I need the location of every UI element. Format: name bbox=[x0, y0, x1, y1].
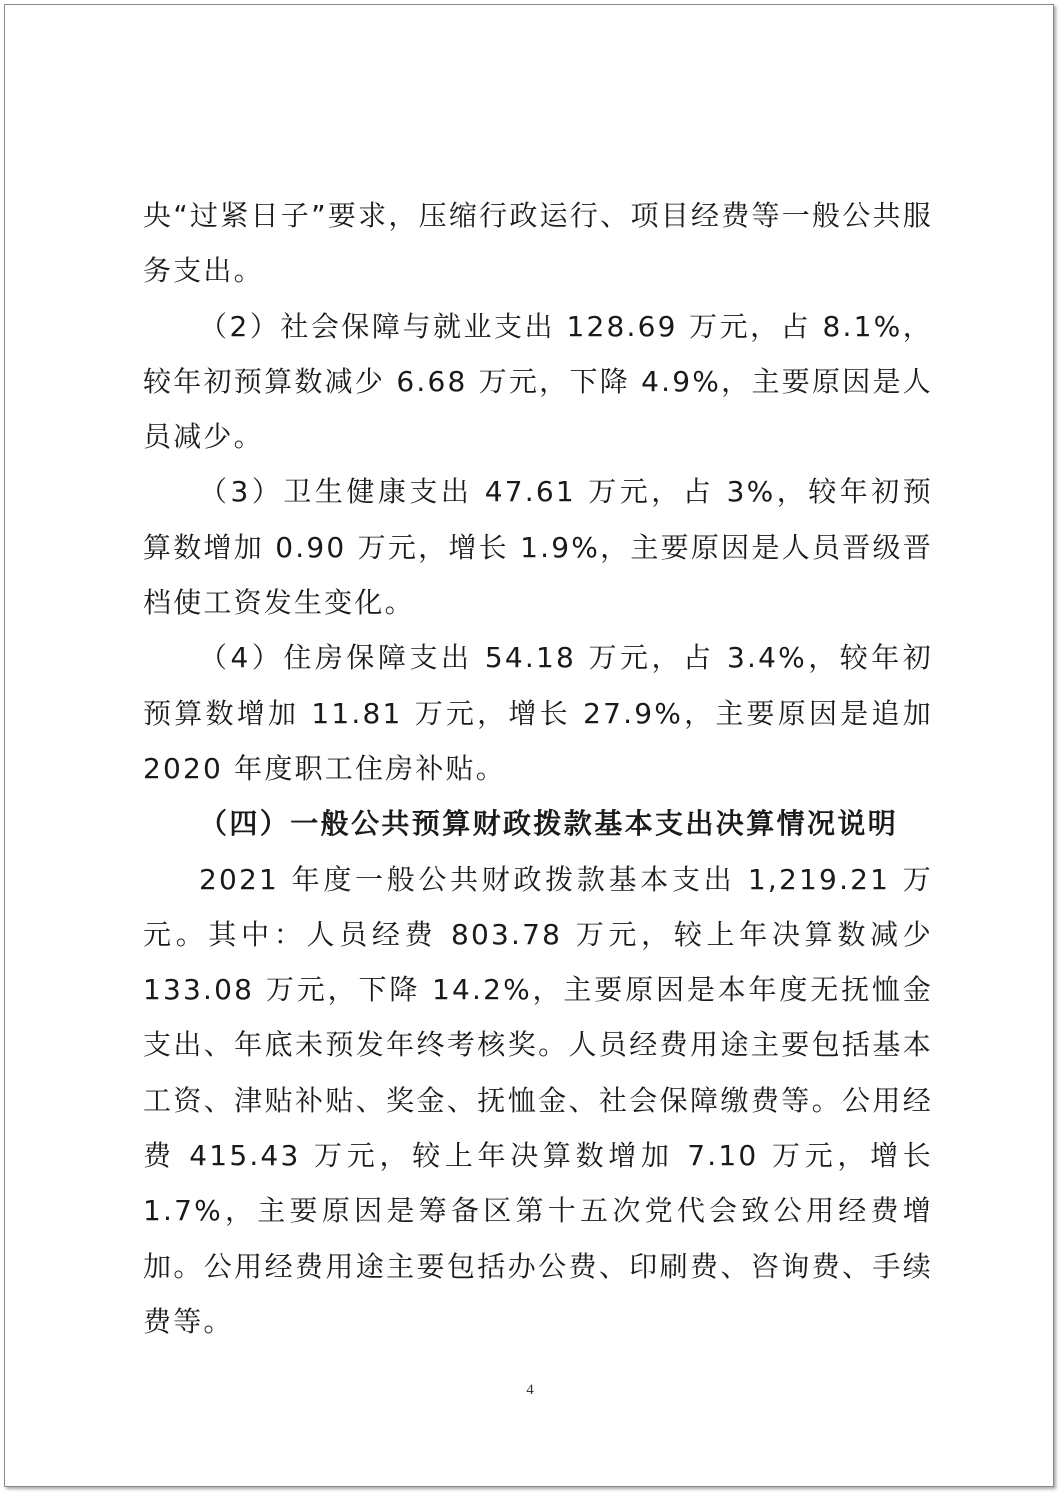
document-body bbox=[143, 188, 933, 1349]
paragraph-basic-expenditure: 2021 年度一般公共财政拨款基本支出 1,219.21 万元。其中：人员经费 803.78 万元，较上年决算数减少 133.08 万元，下降 14.2%，主要原因是本年度无抚恤金支出、年底未预发年终考核奖。人员经费用途主要包括基本工资、津贴补贴、奖金、抚恤金、社会保障缴费等。公用经费 415.43 万元，较上年决算数增加 7.10 万元，增长 1.7%，主要原因是筹备区第十五次党代会致公用经费增加。公用经费用途主要包括办公费、印刷费、咨询费、手续费等。 bbox=[143, 862, 933, 1338]
paragraph-housing-expenditure: （4）住房保障支出 54.18 万元，占 3.4%，较年初预算数增加 11.81 万元，增长 27.9%，主要原因是追加 2020 年度职工住房补贴。 bbox=[143, 641, 933, 785]
paragraph-social-security-expenditure: （2）社会保障与就业支出 128.69 万元，占 8.1%，较年初预算数减少 6.68 万元，下降 4.9%，主要原因是人员减少。 bbox=[143, 309, 933, 454]
paragraph-continuation: 央“过紧日子”要求，压缩行政运行、项目经费等一般公共服务支出。 bbox=[143, 199, 933, 288]
page-number: 4 bbox=[526, 1382, 534, 1398]
section-heading: （四）一般公共预算财政拨款基本支出决算情况说明 bbox=[199, 807, 899, 841]
paragraph-health-expenditure: （3）卫生健康支出 47.61 万元，占 3%，较年初预算数增加 0.90 万元，增长 1.9%，主要原因是人员晋级晋档使工资发生变化。 bbox=[143, 475, 933, 620]
